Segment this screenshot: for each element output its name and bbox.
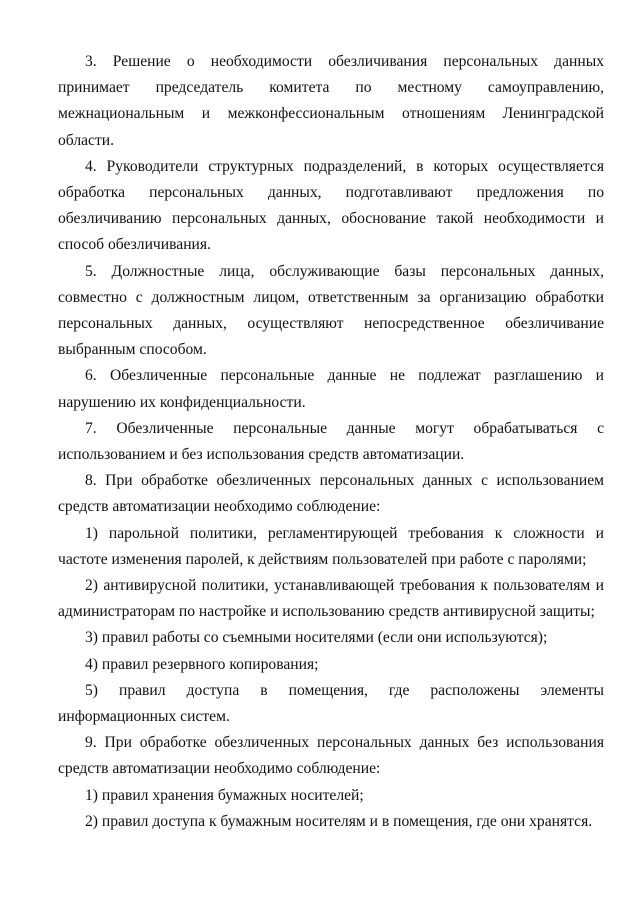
- paragraph-9: 9. При обработке обезличенных персональных данных без использования средств автоматизации необходимо соблюдение:: [58, 734, 604, 778]
- paragraph-3: 3. Решение о необходимости обезличивания персональных данных принимает председатель комитета по местному самоуправлению, межнациональным и межконфессиональным отношениям Ленинградской области.: [58, 53, 604, 149]
- paragraph-8: 8. При обработке обезличенных персональных данных с использованием средств автоматизации необходимо соблюдение:: [58, 472, 604, 516]
- paragraph-5: 5. Должностные лица, обслуживающие базы персональных данных, совместно с должностным лицом, ответственным за организацию обработки персональных данных, осуществляют непосредственное обезличивание выбранным способом.: [58, 262, 604, 359]
- document-page: [58, 49, 604, 835]
- list-item-9-2: 2) правил доступа к бумажным носителям и в помещения, где они хранятся.: [85, 812, 593, 830]
- list-item-8-3: 3) правил работы со съемными носителями (если они используются);: [85, 629, 548, 647]
- paragraph-6: 6. Обезличенные персональные данные не подлежат разглашению и нарушению их конфиденциальности.: [58, 367, 604, 411]
- list-item-9-1: 1) правил хранения бумажных носителей;: [85, 786, 364, 804]
- paragraph-4: 4. Руководители структурных подразделений, в которых осуществляется обработка персональных данных, подготавливают предложения по обезличиванию персональных данных, обоснование такой необходимости и способ обезличивания.: [58, 157, 604, 254]
- list-item-8-4: 4) правил резервного копирования;: [85, 655, 319, 673]
- list-item-8-1: 1) парольной политики, регламентирующей требования к сложности и частоте изменения паролей, к действиям пользователей при работе с паролями;: [58, 524, 604, 568]
- paragraph-7: 7. Обезличенные персональные данные могут обрабатываться с использованием и без использования средств автоматизации.: [58, 419, 604, 464]
- list-item-8-2: 2) антивирусной политики, устанавливающей требования к пользователям и администраторам по настройке и использованию средств антивирусной защиты;: [58, 577, 604, 621]
- list-item-8-5: 5) правил доступа в помещения, где расположены элементы информационных систем.: [58, 681, 604, 726]
